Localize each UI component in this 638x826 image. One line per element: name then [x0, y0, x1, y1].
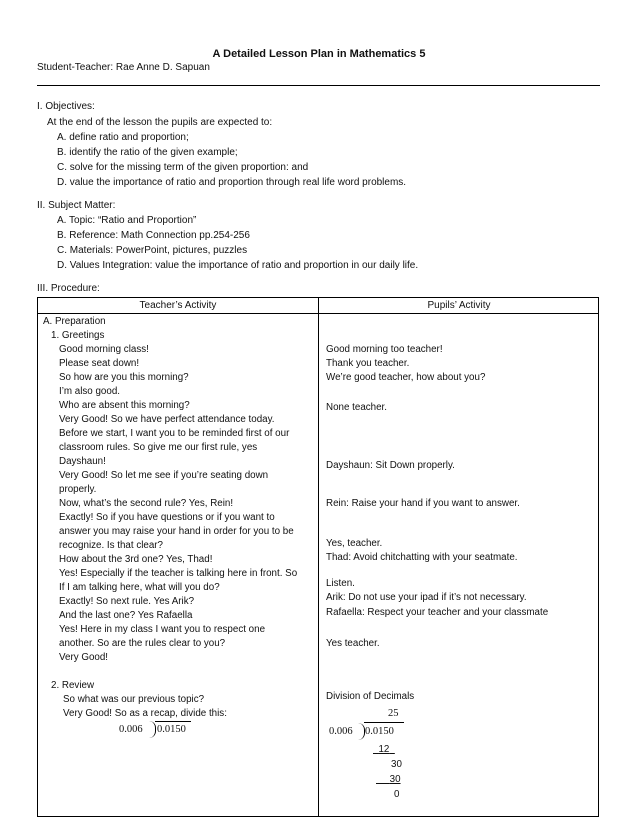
division-overline — [364, 722, 404, 723]
teacher-line: If I am talking here, what will you do? — [59, 582, 220, 593]
teacher-line: answer you may raise your hand in order for you to be — [59, 526, 294, 537]
pupil-line: Arik: Do not use your ipad if it’s not necessary. — [326, 592, 527, 603]
pupil-line: Dayshaun: Sit Down properly. — [326, 460, 455, 471]
teacher-line: Very Good! So let me see if you’re seating down — [59, 470, 269, 481]
pupil-line: Yes teacher. — [326, 638, 380, 649]
teacher-line: Now, what’s the second rule? Yes, Rein! — [59, 498, 234, 509]
division-overline — [155, 721, 191, 722]
division-bracket — [149, 721, 156, 738]
teacher-line: properly. — [59, 484, 97, 495]
teacher-line: 1. Greetings — [51, 330, 105, 341]
division-bracket — [358, 723, 365, 740]
teacher-column-header: Teacher’s Activity — [139, 300, 217, 311]
procedure-heading: III. Procedure: — [37, 283, 100, 294]
teacher-line: recognize. Is that clear? — [59, 540, 164, 551]
teacher-line: So how are you this morning? — [59, 372, 189, 383]
teacher-line: Dayshaun! — [59, 456, 106, 467]
objective-item: D. value the importance of ratio and proportion through real life word problems. — [57, 177, 407, 188]
teacher-line: Good morning class! — [59, 344, 149, 355]
pupil-line: Rein: Raise your hand if you want to answer. — [326, 498, 520, 509]
teacher-line: classroom rules. So give me our first rule, yes — [59, 442, 258, 453]
teacher-line: 2. Review — [51, 680, 95, 691]
subject-matter-heading: II. Subject Matter: — [37, 200, 116, 211]
objective-item: A. define ratio and proportion; — [57, 132, 189, 143]
division-step — [376, 774, 401, 785]
teacher-line: Very Good! So as a recap, divide this: — [63, 708, 227, 719]
subject-matter-item: D. Values Integration: value the importance of ratio and proportion in our daily life. — [57, 260, 419, 271]
pupil-quotient: 25 — [388, 708, 399, 719]
objective-item: B. identify the ratio of the given example; — [57, 147, 238, 158]
teacher-line: How about the 3rd one? Yes, Thad! — [59, 554, 213, 565]
pupil-line: We’re good teacher, how about you? — [326, 372, 486, 383]
teacher-line: And the last one? Yes Rafaella — [59, 610, 193, 621]
teacher-line: So what was our previous topic? — [63, 694, 205, 705]
teacher-line: Yes! Here in my class I want you to respect one — [59, 624, 266, 635]
teacher-dividend: 0.0150 — [157, 724, 186, 735]
teacher-line: Before we start, I want you to be reminded first of our — [59, 428, 290, 439]
teacher-line: Very Good! So we have perfect attendance today. — [59, 414, 275, 425]
subject-matter-item: A. Topic: “Ratio and Proportion” — [57, 215, 197, 226]
header-divider — [37, 85, 600, 86]
teacher-line: I’m also good. — [59, 386, 120, 397]
pupil-line: Rafaella: Respect your teacher and your classmate — [326, 607, 549, 618]
column-divider — [318, 298, 319, 816]
division-step: 0 — [394, 789, 400, 800]
teacher-divisor: 0.006 — [119, 724, 143, 735]
document-title: A Detailed Lesson Plan in Mathematics 5 — [212, 48, 426, 60]
objective-item: C. solve for the missing term of the given proportion: and — [57, 162, 309, 173]
pupils-column-header: Pupils’ Activity — [427, 300, 491, 311]
pupil-line: Yes, teacher. — [326, 538, 383, 549]
division-step-value: 30 — [389, 774, 401, 785]
division-step — [373, 744, 395, 755]
subject-matter-item: B. Reference: Math Connection pp.254-256 — [57, 230, 250, 241]
teacher-line: Very Good! — [59, 652, 109, 663]
pupil-line: Thad: Avoid chitchatting with your seatmate. — [326, 552, 518, 563]
teacher-line: A. Preparation — [43, 316, 106, 327]
objectives-heading: I. Objectives: — [37, 101, 95, 112]
teacher-line: Please seat down! — [59, 358, 140, 369]
pupil-line: None teacher. — [326, 402, 388, 413]
pupil-line: Listen. — [326, 578, 355, 589]
pupil-divisor: 0.006 — [329, 726, 353, 737]
teacher-line: Exactly! So if you have questions or if you want to — [59, 512, 275, 523]
pupil-line: Good morning too teacher! — [326, 344, 443, 355]
objectives-intro: At the end of the lesson the pupils are expected to: — [47, 117, 273, 128]
division-step: 30 — [391, 759, 402, 770]
teacher-line: Who are absent this morning? — [59, 400, 190, 411]
teacher-line: Exactly! So next rule. Yes Arik? — [59, 596, 195, 607]
division-step-value: 12 — [378, 744, 390, 755]
student-teacher-line: Student-Teacher: Rae Anne D. Sapuan — [37, 62, 210, 73]
pupil-dividend: 0.0150 — [365, 726, 394, 737]
teacher-line: another. So are the rules clear to you? — [59, 638, 226, 649]
pupil-line: Division of Decimals — [326, 691, 415, 702]
teacher-line: Yes! Especially if the teacher is talking here in front. So — [59, 568, 298, 579]
pupil-line: Thank you teacher. — [326, 358, 410, 369]
subject-matter-item: C. Materials: PowerPoint, pictures, puzzles — [57, 245, 248, 256]
procedure-table — [37, 297, 599, 817]
